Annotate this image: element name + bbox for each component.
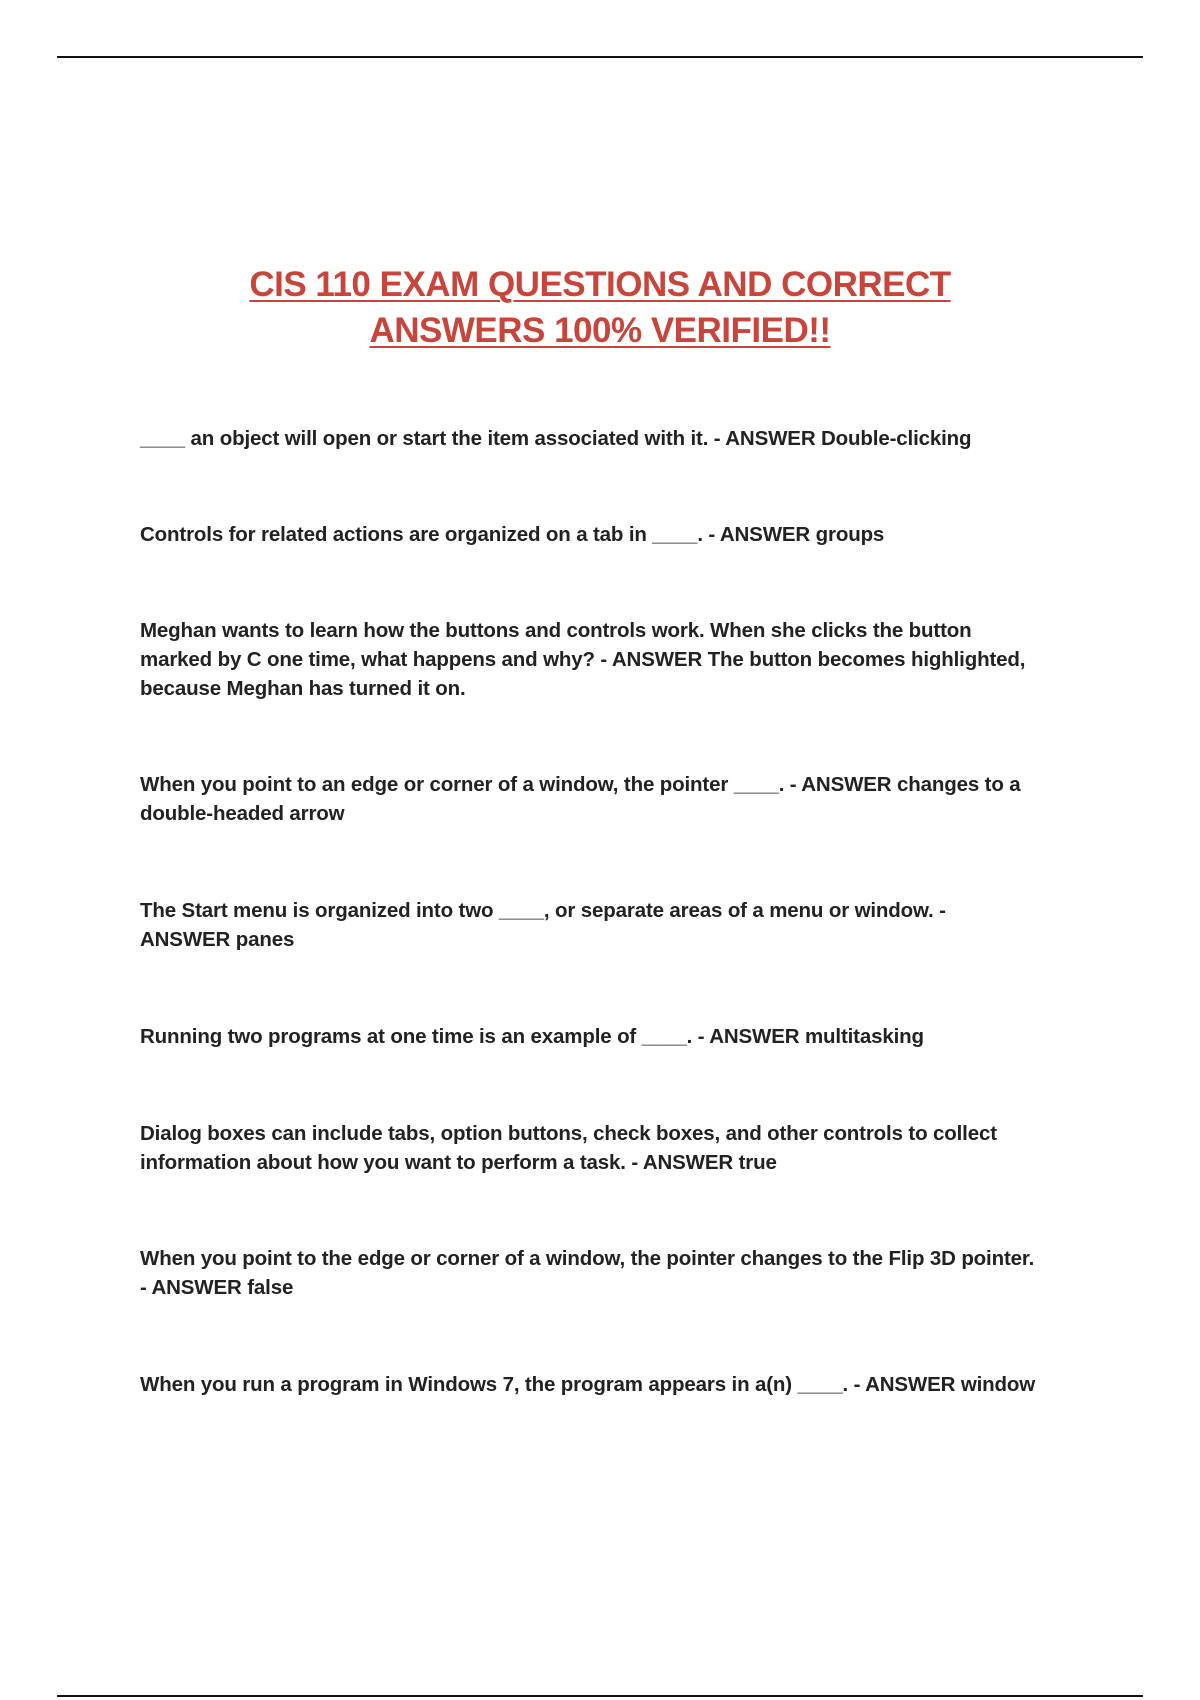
bottom-rule [57, 1695, 1143, 1697]
qa-item-7: Dialog boxes can include tabs, option buttons, check boxes, and other controls to collect information about how you want to perform a task. - ANSWER true [140, 1122, 997, 1174]
qa-item-3: Meghan wants to learn how the buttons and controls work. When she clicks the button marked by C one time, what happens and why? - ANSWER The button becomes highlighted, because Meghan has turned it on. [140, 619, 1026, 700]
qa-item-6: Running two programs at one time is an example of ____. - ANSWER multitasking [140, 1025, 924, 1048]
top-rule [57, 56, 1143, 58]
qa-item-5: The Start menu is organized into two ____, or separate areas of a menu or window. - ANSWER panes [140, 899, 946, 951]
title-line-1: CIS 110 EXAM QUESTIONS AND CORRECT [249, 265, 951, 304]
qa-item-9: When you run a program in Windows 7, the program appears in a(n) ____. - ANSWER window [140, 1373, 1036, 1396]
qa-item-1: ____ an object will open or start the item associated with it. - ANSWER Double-clicking [140, 427, 972, 450]
document-title [0, 262, 1200, 354]
qa-item-2: Controls for related actions are organized on a tab in ____. - ANSWER groups [140, 523, 885, 546]
title-line-2: ANSWERS 100% VERIFIED!! [369, 311, 831, 350]
qa-item-4: When you point to an edge or corner of a window, the pointer ____. - ANSWER changes to a double-headed arrow [140, 773, 1021, 825]
qa-item-8: When you point to the edge or corner of a window, the pointer changes to the Flip 3D pointer. - ANSWER false [140, 1247, 1035, 1299]
